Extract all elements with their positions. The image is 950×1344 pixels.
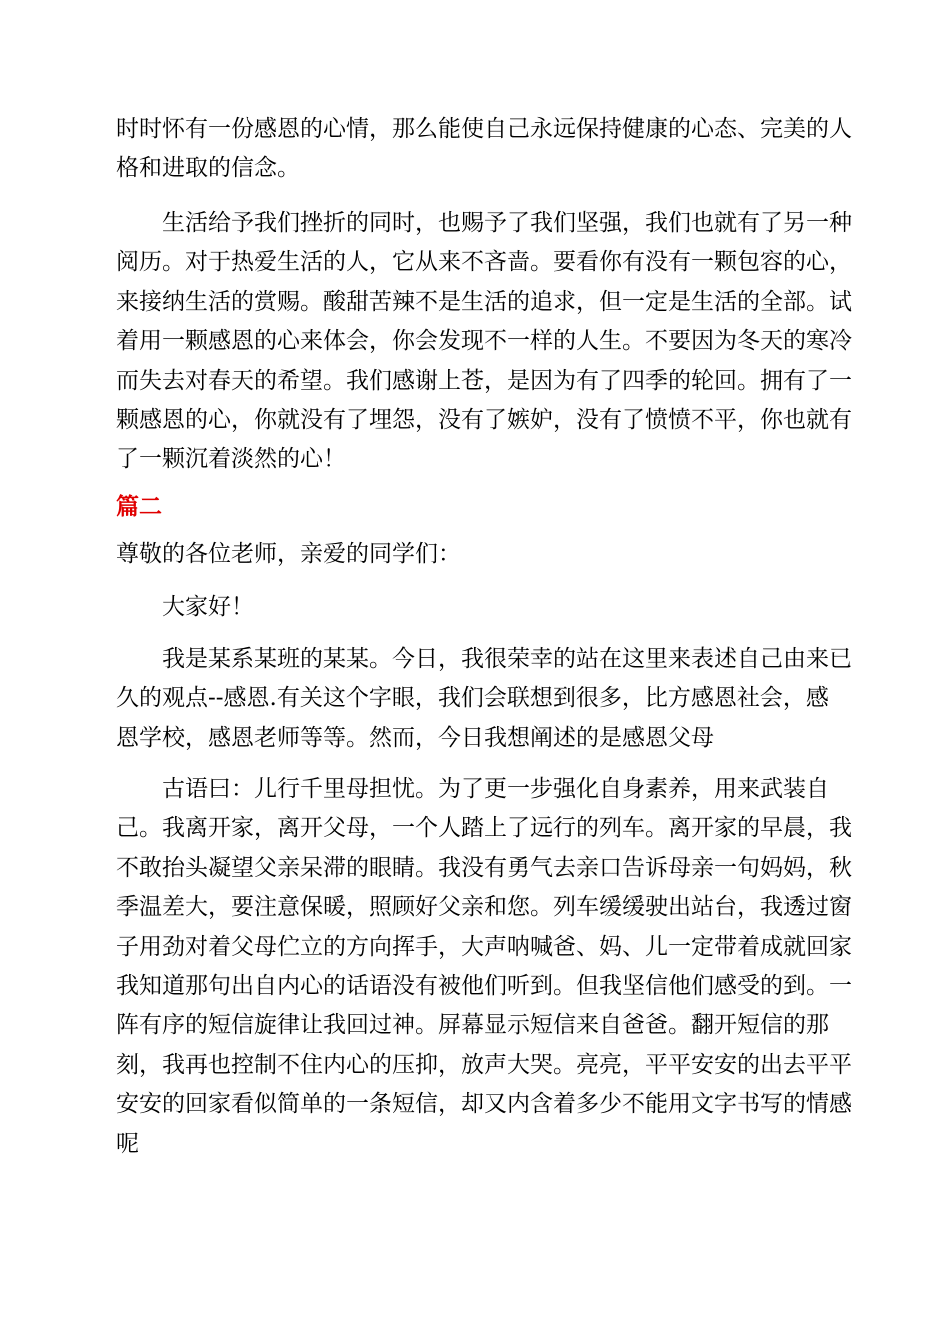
paragraph-1 — [116, 110, 852, 189]
paragraph-line: 子用劲对着父母伫立的方向挥手，大声呐喊爸、妈、儿一定带着成就回家 — [116, 933, 852, 960]
paragraph-line: 时时怀有一份感恩的心情，那么能使自己永远保持健康的心态、完美的人 — [116, 116, 852, 142]
paragraph-line: 阅历。对于热爱生活的人，它从来不吝啬。要看你有没有一颗包容的心， — [116, 249, 852, 276]
paragraph-line: 格和进取的信念。 — [116, 155, 300, 182]
salutation-line: 尊敬的各位老师，亲爱的同学们： — [116, 541, 461, 567]
paragraph-line: 来接纳生活的赏赐。酸甜苦辣不是生活的追求，但一定是生活的全部。试 — [116, 288, 852, 315]
paragraph-2 — [116, 204, 852, 480]
salutation — [116, 535, 836, 574]
paragraph-line: 我是某系某班的某某。今日，我很荣幸的站在这里来表述自己由来已 — [162, 646, 852, 672]
paragraph-line: 己。我离开家，离开父母，一个人踏上了远行的列车。离开家的早晨，我 — [116, 815, 852, 842]
paragraph-line: 古语曰：儿行千里母担忧。为了更一步强化自身素养，用来武装自 — [162, 776, 829, 802]
paragraph-line: 安安的回家看似简单的一条短信，却又内含着多少不能用文字书写的情感 — [116, 1091, 852, 1118]
paragraph-line: 恩学校，感恩老师等等。然而，今日我想阐述的是感恩父母 — [116, 724, 714, 751]
paragraph-line: 而失去对春天的希望。我们感谢上苍，是因为有了四季的轮回。拥有了一 — [116, 367, 852, 394]
paragraph-4 — [116, 770, 852, 1164]
paragraph-line: 我知道那句出自内心的话语没有被他们听到。但我坚信他们感受的到。一 — [116, 973, 852, 1000]
paragraph-line: 不敢抬头凝望父亲呆滞的眼睛。我没有勇气去亲口告诉母亲一句妈妈，秋 — [116, 854, 852, 881]
paragraph-line: 阵有序的短信旋律让我回过神。屏幕显示短信来自爸爸。翻开短信的那 — [116, 1012, 829, 1039]
greeting-line: 大家好！ — [162, 594, 254, 620]
paragraph-line: 久的观点--感恩.有关这个字眼，我们会联想到很多，比方感恩社会，感 — [116, 685, 829, 712]
section-heading: 篇二 — [116, 494, 162, 520]
paragraph-line: 季温差大，要注意保暖，照顾好父亲和您。列车缓缓驶出站台，我透过窗 — [116, 894, 852, 921]
paragraph-line: 颗感恩的心，你就没有了埋怨，没有了嫉妒，没有了愤愤不平，你也就有 — [116, 407, 852, 434]
paragraph-line: 生活给予我们挫折的同时，也赐予了我们坚强，我们也就有了另一种 — [162, 210, 852, 236]
paragraph-line: 呢 — [116, 1130, 139, 1157]
greeting — [116, 588, 836, 627]
paragraph-line: 着用一颗感恩的心来体会，你会发现不一样的人生。不要因为冬天的寒冷 — [116, 328, 852, 355]
paragraph-line: 刻，我再也控制不住内心的压抑，放声大哭。亮亮，平平安安的出去平平 — [116, 1051, 852, 1078]
paragraph-3 — [116, 640, 852, 758]
paragraph-line: 了一颗沉着淡然的心！ — [116, 446, 346, 473]
